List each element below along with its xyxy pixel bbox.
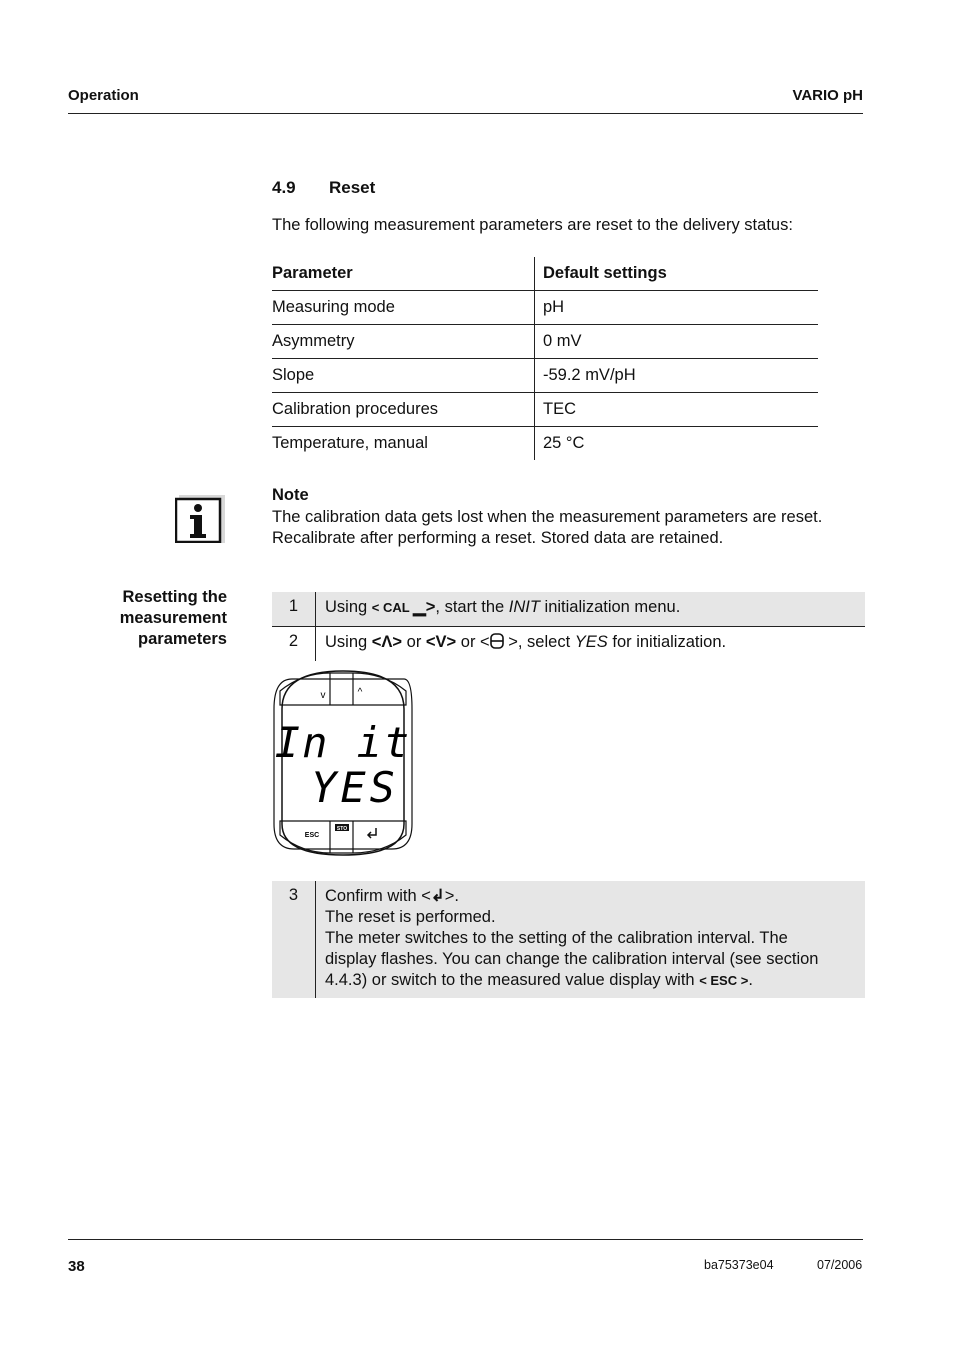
table-row	[272, 427, 818, 461]
note-line: Recalibrate after performing a reset. Stored data are retained.	[272, 529, 724, 547]
step-row-3	[272, 881, 865, 998]
text-fragment: for initialization.	[607, 633, 727, 651]
table-header-row	[272, 257, 818, 291]
side-heading-line: measurement	[119, 609, 227, 627]
side-heading-line: Resetting the	[122, 588, 227, 606]
device-up-button-label: ^	[357, 687, 363, 698]
text-fragment: or	[402, 633, 426, 651]
step-line: display flashes. You can change the calibration interval (see section	[325, 950, 819, 968]
intro-text: The following measurement parameters are reset to the delivery status:	[272, 216, 793, 234]
table-cell: Temperature, manual	[272, 427, 535, 461]
text-fragment: .	[748, 971, 753, 989]
table-header-default: Default settings	[535, 257, 819, 291]
step-text	[316, 881, 818, 998]
info-icon	[175, 493, 225, 543]
table-cell: Measuring mode	[272, 291, 535, 325]
step-text	[316, 592, 680, 626]
note-title: Note	[272, 486, 309, 504]
device-esc-button-label: ESC	[304, 832, 320, 839]
reset-parameters-table	[272, 257, 818, 460]
key-cal: < CAL	[371, 600, 414, 615]
option-name: YES	[574, 633, 608, 651]
table-cell: pH	[535, 291, 819, 325]
text-fragment: initialization menu.	[539, 598, 681, 616]
side-heading-line: parameters	[138, 630, 227, 648]
document-date: 07/2006	[817, 1258, 863, 1272]
enter-key-icon	[490, 633, 504, 649]
note-text	[272, 507, 872, 549]
menu-name: INIT	[508, 598, 540, 616]
step-line: The meter switches to the setting of the calibration interval. The	[325, 929, 788, 947]
table-cell: 25 °C	[543, 434, 585, 452]
step-text	[316, 627, 726, 661]
step-row-1	[272, 592, 865, 627]
steps-list-1	[272, 592, 865, 661]
footer-rule	[68, 1239, 863, 1240]
device-display-line1: In it	[274, 718, 412, 767]
text-fragment: or <	[456, 633, 490, 651]
text-fragment: >, select	[503, 633, 575, 651]
device-sto-label: STO	[336, 826, 348, 832]
table-cell: -59.2 mV/pH	[535, 359, 819, 393]
document-id: ba75373e04	[704, 1258, 774, 1272]
text-fragment: Using	[325, 633, 372, 651]
header-product-name: VARIO pH	[792, 87, 863, 104]
note-line: The calibration data gets lost when the measurement parameters are reset.	[272, 508, 823, 526]
table-header-parameter: Parameter	[272, 257, 535, 291]
header-section-name: Operation	[68, 87, 139, 104]
step-number: 1	[272, 592, 316, 626]
step-number: 2	[272, 627, 316, 661]
device-down-button-label: v	[320, 690, 326, 701]
device-display-line2: YES	[311, 763, 399, 812]
text-fragment: Confirm with <	[325, 887, 431, 905]
text-fragment: , start the	[435, 598, 509, 616]
table-cell: Asymmetry	[272, 325, 535, 359]
key-down: <V>	[425, 633, 457, 651]
page-number: 38	[68, 1258, 85, 1275]
side-heading	[80, 587, 227, 650]
header-rule	[68, 113, 863, 114]
steps-list-2	[272, 881, 865, 998]
table-cell: 0 mV	[535, 325, 819, 359]
table-row	[272, 291, 818, 325]
section-number: 4.9	[272, 178, 296, 197]
enter-key-icon: ↲	[430, 887, 445, 905]
step-number: 3	[272, 881, 316, 998]
section-title: Reset	[329, 178, 376, 197]
step-line	[325, 970, 818, 991]
table-row	[272, 359, 818, 393]
table-cell: TEC	[535, 393, 819, 427]
text-fragment: 4.4.3) or switch to the measured value display with	[325, 971, 700, 989]
table-row	[272, 393, 818, 427]
step-line	[325, 886, 818, 907]
key-up: <Λ>	[371, 633, 403, 651]
step-line: The reset is performed.	[325, 908, 496, 926]
table-cell: Calibration procedures	[272, 393, 535, 427]
device-display-illustration	[272, 669, 414, 857]
key-esc: < ESC >	[699, 973, 749, 988]
step-row-2	[272, 627, 865, 661]
text-fragment: >.	[444, 887, 459, 905]
table-cell: Slope	[272, 359, 535, 393]
table-row	[272, 325, 818, 359]
key-cal-suffix: ▁>	[413, 598, 436, 616]
text-fragment: Using	[325, 598, 372, 616]
